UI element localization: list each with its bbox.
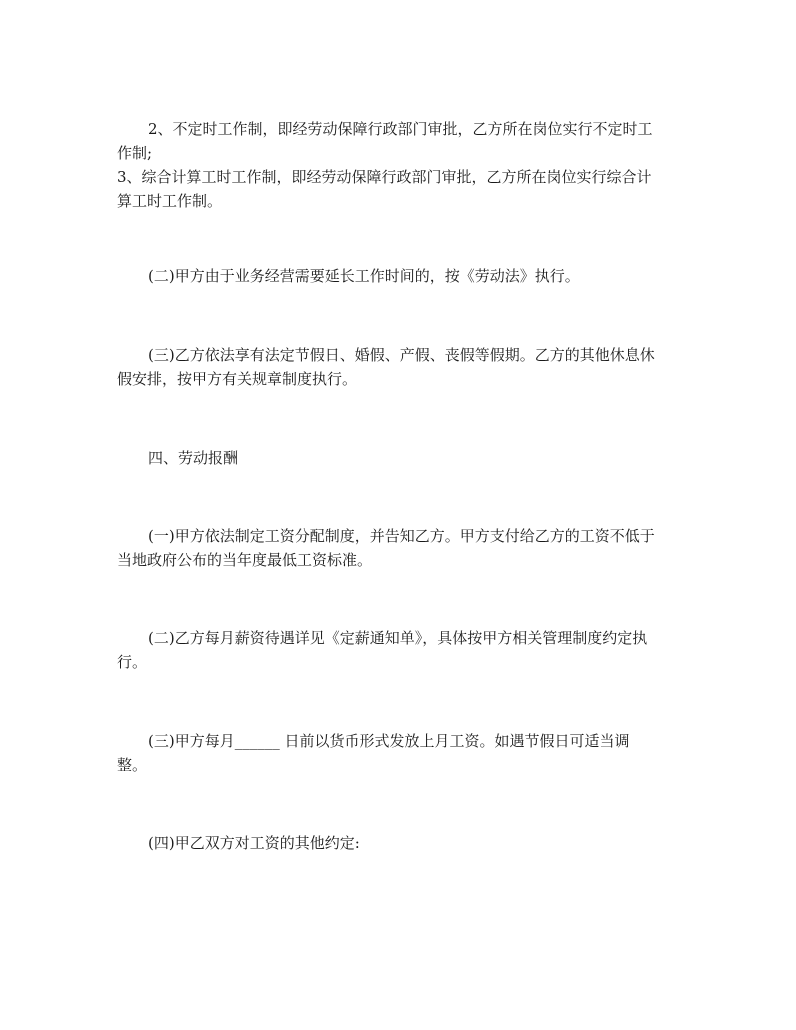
paragraph-wage-system (117, 524, 677, 572)
paragraph-other-agreements (117, 831, 677, 855)
paragraph-line: 算工时工作制。 (117, 192, 223, 210)
paragraph-line: (四)甲乙双方对工资的其他约定: (148, 834, 360, 852)
paragraph-line: 3、综合计算工时工作制，即经劳动保障行政部门审批，乙方所在岗位实行综合计 (117, 168, 652, 186)
paragraph-line: 假安排，按甲方有关规章制度执行。 (117, 370, 358, 388)
paragraph-holidays (117, 343, 677, 391)
paragraph-line: (三)乙方依法享有法定节假日、婚假、产假、丧假等假期。乙方的其他休息休 (148, 346, 655, 364)
paragraph-line: (三)甲方每月______ 日前以货币形式发放上月工资。如遇节假日可适当调 (148, 732, 630, 750)
paragraph-salary-notice (117, 626, 677, 674)
paragraph-overtime (117, 264, 677, 288)
paragraph-pay-date (117, 729, 677, 777)
paragraph-line: (二)乙方每月薪资待遇详见《定薪通知单》，具体按甲方相关管理制度约定执 (148, 629, 648, 647)
paragraph-flexible-hours (117, 117, 677, 165)
paragraph-line: 当地政府公布的当年度最低工资标准。 (117, 551, 373, 569)
paragraph-line: (一)甲方依法制定工资分配制度，并告知乙方。甲方支付给乙方的工资不低于 (148, 527, 655, 545)
paragraph-comprehensive-hours (117, 165, 677, 213)
paragraph-line: 整。 (117, 756, 148, 774)
paragraph-line: (二)甲方由于业务经营需要延长工作时间的，按《劳动法》执行。 (148, 267, 580, 285)
paragraph-line: 行。 (117, 653, 148, 671)
paragraph-line: 2、不定时工作制，即经劳动保障行政部门审批，乙方所在岗位实行不定时工 (148, 120, 653, 138)
paragraph-line: 作制; (117, 144, 153, 162)
section-heading-remuneration (117, 446, 677, 470)
section-heading: 四、劳动报酬 (148, 449, 239, 467)
